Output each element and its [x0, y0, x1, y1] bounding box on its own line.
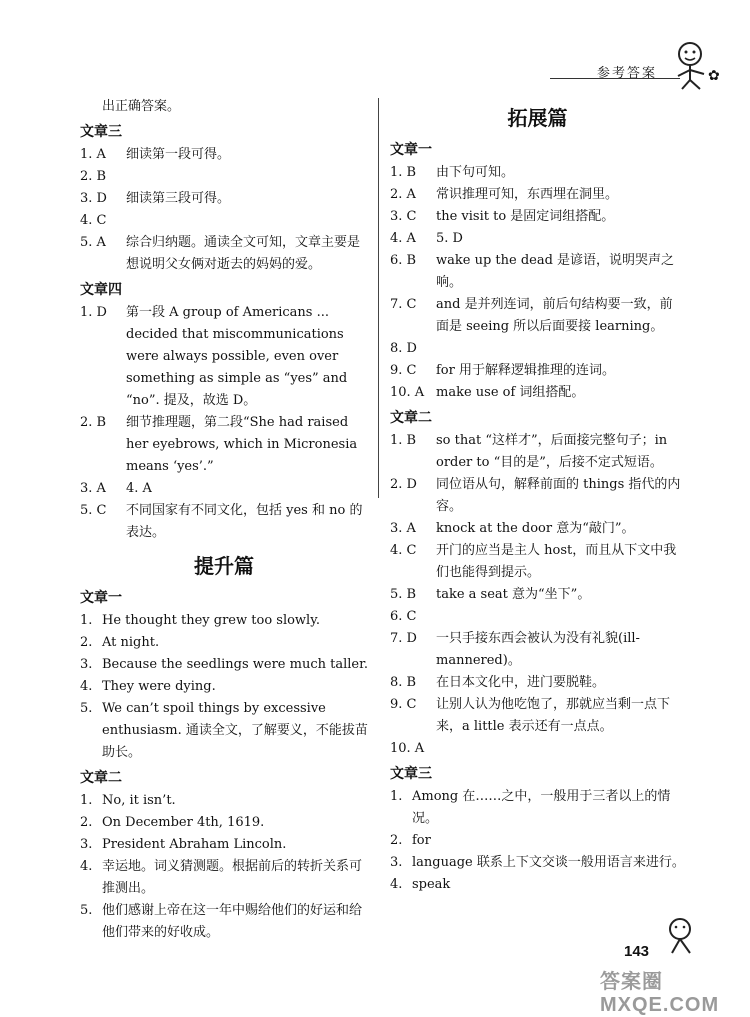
- answer-number: 1. D: [80, 305, 107, 320]
- flower-icon: ✿: [708, 68, 720, 84]
- answer-number: 2.: [80, 635, 93, 650]
- answer-number: 4. C: [390, 543, 417, 558]
- answer-text: for: [412, 833, 431, 848]
- answer-number: 3. D: [80, 191, 107, 206]
- answer-number: 2.: [80, 815, 93, 830]
- answer-item: [80, 166, 368, 188]
- answer-item: [80, 188, 368, 210]
- answer-item: [80, 654, 368, 676]
- answer-number: 7. D: [390, 631, 417, 646]
- answer-item: [80, 478, 368, 500]
- article-title: 文章二: [80, 770, 122, 786]
- article-title: 文章四: [80, 282, 122, 298]
- answer-number: 3. C: [390, 209, 417, 224]
- header-title: 参考答案: [597, 66, 658, 81]
- answer-number: 6. B: [390, 253, 417, 268]
- page-header: [540, 40, 740, 90]
- answer-item: [390, 694, 685, 738]
- answer-number: 9. C: [390, 363, 417, 378]
- answer-item: [390, 584, 685, 606]
- answer-text: the visit to 是固定词组搭配。: [436, 209, 615, 224]
- answer-number: 8. D: [390, 341, 417, 356]
- answer-text: 他们感谢上帝在这一年中赐给他们的好运和给他们带来的好收成。: [102, 903, 363, 940]
- answer-item: [390, 162, 685, 184]
- answer-item: [390, 206, 685, 228]
- answer-number: 3. A: [390, 521, 416, 536]
- section-title: 提升篇: [194, 554, 254, 578]
- answer-item: [80, 676, 368, 698]
- answer-item: [80, 856, 368, 900]
- answer-number: 10. A: [390, 741, 425, 756]
- answer-item: [390, 360, 685, 382]
- answer-text: speak: [412, 877, 451, 892]
- header-rule: [550, 78, 680, 79]
- answer-text: 5. D: [436, 231, 463, 246]
- answer-number: 1. B: [390, 433, 417, 448]
- article-block: [80, 279, 368, 544]
- answer-text: 让别人认为他吃饱了，那就应当剩一点下来，a little 表示还有一点点。: [436, 697, 671, 734]
- answer-text: wake up the dead 是谚语，说明哭声之响。: [436, 253, 675, 290]
- answer-text: knock at the door 意为“敲门”。: [436, 521, 635, 536]
- cartoon-boy-icon: [660, 915, 700, 955]
- answer-item: [390, 672, 685, 694]
- answer-text: language 联系上下文交谈一般用语言来进行。: [412, 855, 685, 870]
- answer-text: He thought they grew too slowly.: [102, 613, 320, 628]
- answer-text: 常识推理可知，东西埋在洞里。: [436, 187, 619, 202]
- answer-number: 6. C: [390, 609, 417, 624]
- answer-item: [390, 606, 685, 628]
- answer-text: [436, 606, 685, 628]
- answer-text: We can’t spoil things by excessive enthusiasm. 通读全文，了解要义，不能拔苗助长。: [102, 701, 368, 760]
- answer-text: 幸运地。词义猜测题。根据前后的转折关系可推测出。: [102, 859, 363, 896]
- answer-item: [390, 628, 685, 672]
- answer-text: No, it isn’t.: [102, 793, 176, 808]
- page-number: 143: [624, 943, 650, 960]
- answer-number: 1.: [80, 613, 93, 628]
- answer-text: [126, 166, 368, 188]
- right-column: [390, 96, 685, 896]
- answer-text: At night.: [102, 635, 160, 650]
- answer-item: [390, 184, 685, 206]
- article-block: [390, 139, 685, 404]
- answer-item: [80, 500, 368, 544]
- answer-number: 4. A: [390, 231, 416, 246]
- answer-number: 2.: [390, 833, 403, 848]
- answer-item: [390, 338, 685, 360]
- article-block: [80, 121, 368, 276]
- answer-number: 1. B: [390, 165, 417, 180]
- answer-number: 9. C: [390, 697, 417, 712]
- answer-text: so that “这样才”，后面接完整句子；in order to “目的是”，后接不定式短语。: [436, 433, 668, 470]
- article-title: 文章一: [80, 590, 122, 606]
- answer-number: 5. A: [80, 235, 106, 250]
- answer-text: They were dying.: [102, 679, 216, 694]
- article-title: 文章三: [390, 766, 432, 782]
- answer-text: [436, 338, 685, 360]
- article-title: 文章一: [390, 142, 432, 158]
- answer-item: [390, 852, 685, 874]
- answer-item: [80, 210, 368, 232]
- answer-text: for 用于解释逻辑推理的连词。: [436, 363, 615, 378]
- answer-item: [80, 834, 368, 856]
- answer-item: [390, 382, 685, 404]
- answer-item: [390, 294, 685, 338]
- answer-number: 3.: [80, 837, 93, 852]
- article-title: 文章二: [390, 410, 432, 426]
- answer-text: 开门的应当是主人 host，而且从下文中我们也能得到提示。: [436, 543, 677, 580]
- answer-item: [80, 610, 368, 632]
- answer-item: [80, 632, 368, 654]
- answer-item: [80, 812, 368, 834]
- answer-number: 1.: [80, 793, 93, 808]
- answer-item: [80, 790, 368, 812]
- answer-text: [126, 210, 368, 232]
- answer-item: [80, 232, 368, 276]
- answer-text: [436, 738, 685, 760]
- answer-item: [390, 250, 685, 294]
- answer-number: 4.: [80, 859, 93, 874]
- answer-item: [80, 900, 368, 944]
- answer-item: [390, 430, 685, 474]
- answer-item: [390, 874, 685, 896]
- article-block: [80, 587, 368, 764]
- answer-item: [80, 302, 368, 412]
- answer-number: 2. D: [390, 477, 417, 492]
- answer-text: 不同国家有不同文化，包括 yes 和 no 的表达。: [126, 503, 363, 540]
- answer-number: 3.: [80, 657, 93, 672]
- answer-number: 2. A: [390, 187, 416, 202]
- section-title: 拓展篇: [507, 106, 568, 130]
- answer-number: 3. A: [80, 481, 106, 496]
- answer-number: 5. C: [80, 503, 107, 518]
- answer-number: 1. A: [80, 147, 106, 162]
- answer-text: make use of 词组搭配。: [436, 385, 585, 400]
- answer-text: On December 4th, 1619.: [102, 815, 265, 830]
- answer-number: 5. B: [390, 587, 417, 602]
- answer-item: [390, 786, 685, 830]
- answer-item: [390, 228, 685, 250]
- answer-text: 一只手接东西会被认为没有礼貌(ill-mannered)。: [436, 631, 640, 668]
- answer-text: 在日本文化中，进门要脱鞋。: [436, 675, 606, 690]
- article-title: 文章三: [80, 124, 122, 140]
- answer-item: [390, 474, 685, 518]
- answer-number: 4.: [390, 877, 403, 892]
- answer-number: 8. B: [390, 675, 417, 690]
- answer-text: 第一段 A group of Americans ... decided that miscommunications were always possible, even over something as simple as “yes” and “no”. 提及，故选 D。: [126, 305, 348, 408]
- answer-number: 2. B: [80, 415, 107, 430]
- answer-number: 7. C: [390, 297, 417, 312]
- answer-number: 5.: [80, 903, 93, 918]
- answer-item: [390, 738, 685, 760]
- answer-item: [390, 540, 685, 584]
- intro-text: 出正确答案。: [102, 99, 181, 114]
- article-block: [390, 407, 685, 760]
- answer-number: 4. C: [80, 213, 107, 228]
- answer-item: [390, 518, 685, 540]
- answer-text: 同位语从句，解释前面的 things 指代的内容。: [436, 477, 681, 514]
- answer-item: [80, 144, 368, 166]
- answer-item: [80, 412, 368, 478]
- answer-text: Among 在……之中，一般用于三者以上的情况。: [412, 789, 671, 826]
- answer-item: [390, 830, 685, 852]
- article-block: [390, 763, 685, 896]
- answer-text: 细节推理题，第二段“She had raised her eyebrows, which in Micronesia means ‘yes’.”: [126, 415, 358, 474]
- left-column: [80, 96, 368, 944]
- article-block: [80, 767, 368, 944]
- page-footer: [600, 915, 730, 1016]
- answer-text: 4. A: [126, 481, 152, 496]
- answer-text: Because the seedlings were much taller.: [102, 657, 369, 672]
- answer-item: [80, 698, 368, 764]
- answer-text: 综合归纳题。通读全文可知，文章主要是想说明父女俩对逝去的妈妈的爱。: [126, 235, 361, 272]
- answer-number: 10. A: [390, 385, 425, 400]
- answer-text: President Abraham Lincoln.: [102, 837, 287, 852]
- answer-text: and 是并列连词，前后句结构要一致，前面是 seeing 所以后面要接 learning。: [436, 297, 673, 334]
- answer-number: 3.: [390, 855, 403, 870]
- answer-number: 1.: [390, 789, 403, 804]
- answer-text: 细读第一段可得。: [126, 147, 231, 162]
- answer-number: 5.: [80, 701, 93, 716]
- answer-text: take a seat 意为“坐下”。: [436, 587, 591, 602]
- answer-number: 4.: [80, 679, 93, 694]
- watermark: 答案圈 MXQE.COM: [600, 971, 720, 1016]
- answer-number: 2. B: [80, 169, 107, 184]
- column-divider: [378, 98, 379, 498]
- answer-text: 细读第三段可得。: [126, 191, 231, 206]
- answer-text: 由下句可知。: [436, 165, 515, 180]
